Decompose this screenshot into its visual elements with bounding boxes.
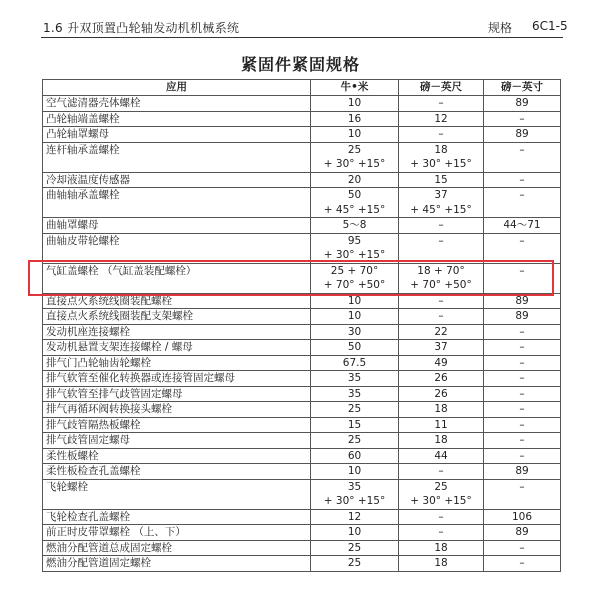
table-row <box>43 525 561 541</box>
cell-nm <box>311 96 399 112</box>
table-row <box>43 433 561 449</box>
cell-lbin <box>484 448 561 464</box>
cell-lbin-line: – <box>519 387 525 400</box>
cell-lbft-line: 18 <box>434 403 448 415</box>
cell-lbin-line: 44～71 <box>503 219 541 231</box>
table-row <box>43 324 561 340</box>
cell-nm-line: 10 <box>347 294 362 307</box>
cell-nm-line: 25 <box>347 403 362 415</box>
cell-nm-line: 20 <box>347 173 362 186</box>
cell-nm-line: 10 <box>347 128 362 140</box>
cell-nm <box>311 355 399 371</box>
highlight-box <box>28 260 554 296</box>
cell-application: 直接点火系统线圈装配支架螺栓 <box>43 309 311 325</box>
header-rule <box>41 37 563 38</box>
cell-lbft-line: – <box>438 310 444 322</box>
cell-lbin-line: – <box>519 372 525 384</box>
cell-nm <box>311 324 399 340</box>
cell-lbft-line: 15 <box>434 173 448 186</box>
cell-nm <box>311 556 399 572</box>
table-row <box>43 464 561 480</box>
cell-lbft <box>399 355 484 371</box>
cell-nm-line: + 30° +15° <box>323 495 386 507</box>
cell-lbft-line: 18 <box>434 143 448 156</box>
header-spec-label: 规格 <box>488 21 513 35</box>
cell-lbin-line: – <box>519 173 525 186</box>
cell-lbin-line: – <box>519 325 525 338</box>
cell-lbin <box>484 172 561 188</box>
cell-lbft-line: + 30° +15° <box>410 158 472 170</box>
cell-nm-line: 25 + 70° <box>330 264 379 277</box>
cell-lbft-line: – <box>438 97 444 109</box>
cell-lbft <box>399 188 484 218</box>
cell-lbin <box>484 96 561 112</box>
cell-nm-line: 10 <box>347 465 362 477</box>
cell-nm-line: 50 <box>347 189 362 201</box>
table-row <box>43 340 561 356</box>
cell-nm <box>311 464 399 480</box>
cell-lbft <box>399 309 484 325</box>
cell-lbft <box>399 556 484 572</box>
fastener-spec-table <box>42 79 561 572</box>
cell-lbin-line: – <box>519 403 525 415</box>
cell-lbin-line: 89 <box>515 526 529 538</box>
cell-lbft-line: 12 <box>434 112 448 125</box>
table-body <box>43 96 561 572</box>
cell-nm-line: 15 <box>347 418 362 431</box>
table-row <box>43 218 561 234</box>
cell-nm-line: 50 <box>347 341 362 353</box>
cell-lbin-line: – <box>519 341 525 353</box>
table-row <box>43 402 561 418</box>
cell-application: 曲轴轴承盖螺栓 <box>43 188 311 218</box>
cell-lbft <box>399 417 484 433</box>
cell-lbin-line: – <box>519 143 525 156</box>
cell-application: 连杆轴承盖螺栓 <box>43 142 311 172</box>
cell-lbft <box>399 448 484 464</box>
table-row <box>43 386 561 402</box>
cell-lbin <box>484 142 561 172</box>
column-header-lbin: 磅－英寸 <box>484 80 561 96</box>
cell-lbft-line: 22 <box>434 325 448 338</box>
cell-nm <box>311 233 399 263</box>
cell-lbin-line: – <box>519 541 525 554</box>
cell-lbft-line: 37 <box>434 341 448 353</box>
table-row <box>43 172 561 188</box>
cell-application: 冷却液温度传感器 <box>43 172 311 188</box>
cell-nm-line: 12 <box>347 510 362 523</box>
cell-nm-line: + 70° +50° <box>323 279 386 291</box>
column-header-nm: 牛•米 <box>311 80 399 96</box>
table-row <box>43 188 561 218</box>
cell-lbin <box>484 188 561 218</box>
cell-lbin-line: 89 <box>515 294 529 307</box>
cell-application: 曲轴罩螺母 <box>43 218 311 234</box>
cell-nm <box>311 509 399 525</box>
cell-nm <box>311 142 399 172</box>
cell-nm <box>311 540 399 556</box>
cell-lbin <box>484 324 561 340</box>
cell-lbft-line: 18 <box>434 541 448 554</box>
cell-lbft-line: 26 <box>434 387 448 400</box>
cell-lbft-line: – <box>438 510 444 523</box>
cell-nm-line: 35 <box>347 387 362 400</box>
column-header-lbft: 磅－英尺 <box>399 80 484 96</box>
cell-application: 发动机座连接螺栓 <box>43 324 311 340</box>
cell-lbft-line: 26 <box>434 372 448 384</box>
cell-lbin-line: – <box>519 356 525 369</box>
cell-lbin <box>484 309 561 325</box>
cell-lbin-line: 106 <box>511 510 533 523</box>
cell-nm <box>311 417 399 433</box>
cell-lbft-line: + 70° +50° <box>410 279 472 291</box>
cell-nm-line: 35 <box>347 372 362 384</box>
cell-lbft-line: 49 <box>434 356 448 369</box>
cell-nm-line: 67.5 <box>342 356 367 369</box>
cell-lbft-line: + 30° +15° <box>410 495 472 507</box>
cell-lbft-line: – <box>438 526 444 538</box>
cell-lbft-line: – <box>438 465 444 477</box>
cell-application: 直接点火系统线圈装配螺栓 <box>43 293 311 309</box>
cell-lbin <box>484 402 561 418</box>
table-header-row <box>43 80 561 96</box>
cell-nm <box>311 479 399 509</box>
cell-lbin-line: 89 <box>515 97 529 109</box>
cell-lbft <box>399 111 484 127</box>
table-row <box>43 233 561 263</box>
table-row <box>43 540 561 556</box>
cell-lbft <box>399 96 484 112</box>
cell-nm-line: + 30° +15° <box>323 249 386 261</box>
cell-lbin <box>484 233 561 263</box>
cell-application: 排气软管至排气歧管固定螺母 <box>43 386 311 402</box>
cell-lbin <box>484 127 561 143</box>
cell-nm <box>311 448 399 464</box>
table-row <box>43 355 561 371</box>
cell-lbft-line: 18 <box>434 434 448 446</box>
cell-nm-line: 10 <box>347 310 362 322</box>
cell-lbft <box>399 464 484 480</box>
cell-application: 燃油分配管道总成固定螺栓 <box>43 540 311 556</box>
header-page-code: 6C1-5 <box>532 19 568 33</box>
page-title: 紧固件紧固规格 <box>240 55 360 74</box>
cell-application: 凸轮轴端盖螺栓 <box>43 111 311 127</box>
cell-lbft <box>399 509 484 525</box>
cell-lbin-line: – <box>519 434 525 446</box>
cell-lbft <box>399 218 484 234</box>
cell-lbin-line: – <box>519 418 525 431</box>
cell-lbft-line: 11 <box>434 418 448 431</box>
cell-lbin <box>484 433 561 449</box>
table-row <box>43 111 561 127</box>
cell-lbin-line: – <box>519 557 525 569</box>
cell-nm-line: 25 <box>347 557 362 569</box>
table-row <box>43 96 561 112</box>
cell-lbft <box>399 371 484 387</box>
cell-application: 凸轮轴罩螺母 <box>43 127 311 143</box>
cell-lbin-line: – <box>519 112 525 125</box>
cell-nm-line: 25 <box>347 434 362 446</box>
cell-nm-line: 10 <box>347 97 362 109</box>
cell-nm-line: 25 <box>347 541 362 554</box>
cell-lbin <box>484 556 561 572</box>
cell-lbin <box>484 386 561 402</box>
cell-lbin-line: – <box>519 449 525 462</box>
table-row <box>43 509 561 525</box>
cell-nm-line: 5～8 <box>342 219 367 231</box>
cell-lbin <box>484 340 561 356</box>
cell-lbin <box>484 417 561 433</box>
cell-lbft-line: – <box>438 294 444 307</box>
header-section-title: 1.6 升双顶置凸轮轴发动机机械系统 <box>43 21 240 35</box>
cell-lbin <box>484 355 561 371</box>
table-row <box>43 556 561 572</box>
cell-application: 曲轴皮带轮螺栓 <box>43 233 311 263</box>
cell-lbin-line: – <box>519 234 525 247</box>
table-row <box>43 371 561 387</box>
cell-lbft <box>399 540 484 556</box>
cell-lbft-line: – <box>438 128 444 140</box>
cell-lbft-line: 25 <box>434 480 448 493</box>
cell-lbin-line: – <box>519 480 525 493</box>
cell-lbft <box>399 340 484 356</box>
cell-nm <box>311 309 399 325</box>
cell-lbin <box>484 218 561 234</box>
cell-lbft <box>399 479 484 509</box>
cell-nm-line: 10 <box>347 526 362 538</box>
cell-lbin <box>484 111 561 127</box>
cell-lbft-line: 44 <box>434 449 448 462</box>
cell-nm <box>311 340 399 356</box>
table-row <box>43 448 561 464</box>
column-header-application: 应用 <box>43 80 311 96</box>
cell-nm <box>311 433 399 449</box>
cell-lbft <box>399 142 484 172</box>
cell-application: 气缸盖螺栓 （气缸盖装配螺栓） <box>43 263 311 293</box>
cell-nm-line: 30 <box>347 325 362 338</box>
cell-lbin-line: 89 <box>515 465 529 477</box>
cell-lbft <box>399 324 484 340</box>
cell-nm <box>311 371 399 387</box>
cell-lbin-line: – <box>519 264 525 277</box>
cell-lbft-line: – <box>438 234 444 247</box>
table-row <box>43 309 561 325</box>
cell-nm <box>311 386 399 402</box>
cell-nm <box>311 402 399 418</box>
cell-application: 空气滤清器壳体螺栓 <box>43 96 311 112</box>
cell-lbin <box>484 371 561 387</box>
cell-lbft-line: 18 + 70° <box>417 264 465 277</box>
cell-application: 飞轮检查孔盖螺栓 <box>43 509 311 525</box>
cell-lbft <box>399 433 484 449</box>
cell-lbft <box>399 402 484 418</box>
cell-lbin <box>484 464 561 480</box>
cell-nm <box>311 218 399 234</box>
cell-lbin-line: 89 <box>515 128 529 140</box>
cell-nm <box>311 127 399 143</box>
table-row <box>43 127 561 143</box>
cell-lbft-line: + 45° +15° <box>410 203 472 216</box>
cell-nm-line: 35 <box>347 480 362 493</box>
cell-application: 飞轮螺栓 <box>43 479 311 509</box>
cell-lbft <box>399 127 484 143</box>
cell-lbin-line: – <box>519 189 525 201</box>
page-header <box>0 0 601 40</box>
cell-lbin <box>484 479 561 509</box>
cell-nm-line: 95 <box>347 234 362 247</box>
cell-lbft <box>399 233 484 263</box>
cell-nm <box>311 111 399 127</box>
cell-application: 排气歧管固定螺母 <box>43 433 311 449</box>
table-row <box>43 142 561 172</box>
cell-lbin <box>484 509 561 525</box>
cell-lbft-line: – <box>438 219 444 231</box>
cell-nm-line: 25 <box>347 143 362 156</box>
cell-application: 柔性板检查孔盖螺栓 <box>43 464 311 480</box>
cell-nm <box>311 188 399 218</box>
cell-nm-line: 60 <box>347 449 362 462</box>
cell-nm <box>311 172 399 188</box>
cell-nm-line: + 45° +15° <box>323 203 386 216</box>
cell-application: 排气门凸轮轴齿轮螺栓 <box>43 355 311 371</box>
cell-application: 柔性板螺栓 <box>43 448 311 464</box>
table-row <box>43 479 561 509</box>
cell-application: 前正时皮带罩螺栓 （上、下） <box>43 525 311 541</box>
cell-lbin <box>484 525 561 541</box>
cell-lbft-line: 18 <box>434 557 448 569</box>
cell-application: 排气歧管隔热板螺栓 <box>43 417 311 433</box>
cell-application: 排气再循环阀转换接头螺栓 <box>43 402 311 418</box>
cell-nm <box>311 525 399 541</box>
cell-lbft <box>399 172 484 188</box>
cell-lbft-line: 37 <box>434 189 448 201</box>
cell-lbft <box>399 525 484 541</box>
cell-nm-line: 16 <box>347 112 362 125</box>
cell-lbft <box>399 386 484 402</box>
cell-application: 发动机悬置支架连接螺栓 / 螺母 <box>43 340 311 356</box>
cell-application: 燃油分配管道固定螺栓 <box>43 556 311 572</box>
cell-lbin-line: 89 <box>515 310 529 322</box>
table-row <box>43 417 561 433</box>
cell-application: 排气软管至催化转换器或连接管固定螺母 <box>43 371 311 387</box>
cell-nm-line: + 30° +15° <box>323 158 386 170</box>
cell-lbin <box>484 540 561 556</box>
